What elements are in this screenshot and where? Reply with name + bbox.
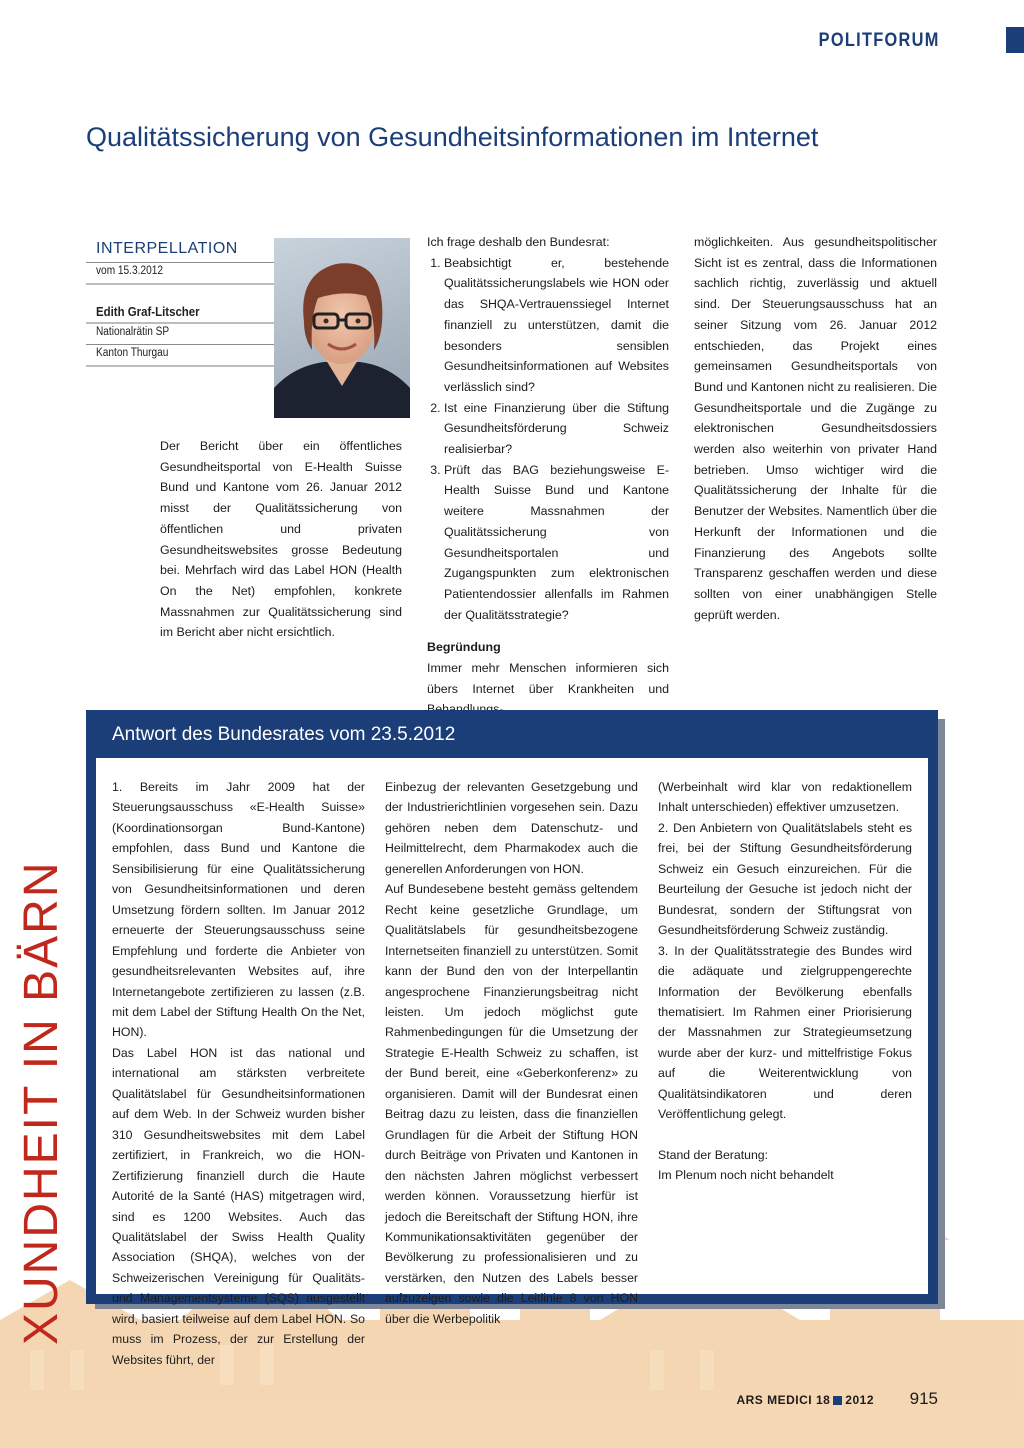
answer-paragraph: Einbezug der relevanten Gesetzgebung und der Industrierichtlinien vorgesehen sein. Dazu gehören neben dem Datenschutz- und Heilmittelrecht, dem Pharmakodex auch die generellen Anforderungen von HON. — [385, 780, 638, 876]
question-item: 2. Ist eine Finanzierung über die Stiftung Gesundheitsförderung Schweiz realisierbar? — [444, 398, 669, 460]
divider — [86, 344, 276, 345]
vertical-title: XUNDHEIT IN BÄRN — [15, 860, 68, 1345]
status-label: Stand der Beratung: — [658, 1147, 769, 1162]
answer-column-3 — [658, 777, 912, 1186]
reason-text: Immer mehr Menschen informieren sich übers Internet über Krankheiten und — [427, 661, 669, 696]
question-list — [427, 253, 669, 626]
author-portrait — [274, 238, 410, 418]
answer-paragraph: Das Label HON ist das national und international am stärksten verbreitete Qualitätslabel für Gesundheitsinformationen auf dem Web. In der Schweiz wurden bisher 310 Gesundheitswebsites mit dem Label zertifiziert, in Frankreich, wo die HON-Zertifizierung finanziell durch die Haute Autorité de la Santé (HAS) mitgetragen wird, sind es 1200 Websites. Auch das Qualitätslabel der Swiss Health Quality Association (SHQA), welches von der Schweizerischen Vereinigung für Qualitäts- und Managementsysteme (SQS) ausgestellt wird, basiert teilweise auf dem Label HON. So muss im Prozess, der zur Erstellung der Websites führt, der — [112, 1045, 365, 1367]
answer-paragraph: Auf Bundesebene besteht gemäss geltendem Recht keine gesetzliche Grundlage, um Qualitätslabels für gesundheitsbezogene Internetseiten finanziell zu unterstützen. Somit kann der Bund den von der Interpellantin angesprochene Finanzierungsbeitrag nicht leisten. Um jedoch möglichst gute Rahmenbedingungen für die Umsetzung der Strategie E-Health Schweiz zu schaffen, ist der Bund bereit, eine «Geberkonferenz» zu organisieren. Damit will der Bundesrat einen Beitrag dazu zu leisten, dass die finanziellen Grundlagen für die Arbeit der Stiftung HON durch Beiträge von Privaten und Kantonen in den nächsten Jahren möglichst verbessert werden können. Voraussetzung hierfür ist jedoch die Bereitschaft der Stiftung HON, ihre Kommunikationsaktivitäten gegenüber der Bevölkerung zu professionalisieren und zu verstärken, den Nutzen des Labels besser aufzuzeigen sowie die Leitlinie 8 von HON über die Werbepolitik — [385, 882, 638, 1326]
square-icon — [833, 1396, 842, 1405]
answer-paragraph: (Werbeinhalt wird klar von redaktionellem Inhalt unterschieden) effektiver umzusetzen. — [658, 780, 912, 815]
article-title: Qualitätssicherung von Gesundheitsinformationen im Internet — [86, 122, 819, 152]
intro-paragraph — [160, 436, 402, 643]
status-value: Im Plenum noch nicht behandelt — [658, 1168, 834, 1183]
divider — [86, 283, 276, 285]
author-canton: Kanton Thurgau — [96, 347, 169, 359]
reason-column — [694, 232, 937, 625]
reason-heading: Begründung — [427, 640, 501, 655]
answer-column-2 — [385, 777, 638, 1329]
author-role: Nationalrätin SP — [96, 326, 170, 338]
reason-continued: möglichkeiten. Aus gesundheitspolitischer Sicht ist es zentral, dass die Informationen sachlich richtig, zuverlässig und aktuell sind. Der Steuerungsausschuss hat an seiner Sitzung vom 26. Januar 2012 entschieden, das Projekt eines gemeinsamen Gesundheitsportals von Bund und Kantonen nicht zu realisieren. Die Gesundheitsportale und die Zugänge zu elektronischen Gesundheitsdossiers werden also weiterhin von privater Hand betrieben. Umso wichtiger wird die Qualitätssicherung der Inhalte für die Benutzer der Websites. Namentlich über die Herkunft der Informationen und die Finanzierung des Angebots sollte Transparenz geschaffen werden und diese sollten von einer unabhängigen Stelle geprüft werden. — [694, 235, 937, 622]
journal-year: 2012 — [845, 1393, 874, 1407]
interpellation-date: vom 15.3.2012 — [96, 265, 163, 277]
divider — [86, 365, 276, 367]
intro-text: Der Bericht über ein öffentliches Gesundheitsportal von E-Health Suisse Bund und Kantone vom 26. Januar 2012 misst der Qualitätssicherung von öffentlichen und privaten Gesundheitswebsites grosse Bedeutung bei. Mehrfach wird das Label HON (Health On the Net) empfohlen, konkrete Massnahmen zur Qualitätssicherung sind im Bericht aber nicht ersichtlich. — [160, 439, 402, 640]
divider — [86, 322, 276, 324]
answer-paragraph: 3. In der Qualitätsstrategie des Bundes wird die adäquate und zielgruppengerechte Information der Bevölkerung ebenfalls thematisiert. Im Rahmen einer Priorisierung der Massnahmen zur Strategieumsetzung wurde aber der kurz- und mittelfristige Fokus auf die Weiterentwicklung von Qualitätsindikatoren und deren Veröffentlichung gelegt. — [658, 943, 912, 1122]
answer-title: Antwort des Bundesrates vom 23.5.2012 — [112, 724, 456, 745]
journal-name: ARS MEDICI 18 — [736, 1393, 831, 1407]
answer-column-1 — [112, 777, 365, 1370]
interpellation-heading: INTERPELLATION — [96, 240, 238, 257]
question-item: 1. Beabsichtigt er, bestehende Qualitätssicherungslabels wie HON oder das SHQA-Vertrauenssiegel Internet finanziell zu unterstützen, damit die besonders sensiblen Gesundheitsinformationen auf Websites verlässlich sind? — [444, 253, 669, 398]
question-item: 3. Prüft das BAG beziehungsweise E-Health Suisse Bund und Kantone weitere Massnahmen der Qualitätssicherung von Gesundheitsportalen und Zugangspunkten zum elektronischen Patientendossier allenfalls im Rahmen der Qualitätsstrategie? — [444, 460, 669, 626]
page-number: 915 — [909, 1389, 938, 1408]
questions-lead: Ich frage deshalb den Bundesrat: — [427, 235, 610, 249]
section-label: POLITFORUM — [819, 30, 940, 51]
corner-marker — [1006, 27, 1024, 53]
answer-paragraph: 1. Bereits im Jahr 2009 hat der Steuerungsausschuss «E-Health Suisse» (Koordinationsorgan Bund-Kantone) empfohlen, dass Bund und Kantone die Sensibilisierung für eine Qualitätssicherung von Gesundheitsinformationen und deren Umsetzung fördern sollten. Im Januar 2012 erneuerte der Steuerungsausschuss seine Empfehlung und forderte die Anbieter von gesundheitsrelevanten Websites auf, ihre Internetangebote zertifizieren zu lassen (z.B. mit dem Label der Stiftung Health On the Net, HON). — [112, 780, 365, 1040]
author-name: Edith Graf-Litscher — [96, 304, 200, 319]
questions-column — [427, 232, 669, 720]
answer-paragraph: 2. Den Anbietern von Qualitätslabels steht es frei, bei der Stiftung Gesundheitsförderung Schweiz ein Gesuch einzureichen. Für die Beurteilung der Gesuche ist jedoch nicht der Bundesrat, sondern der Stiftungsrat von Gesundheitsförderung Schweiz zuständig. — [658, 820, 912, 938]
journal-footer — [736, 1393, 874, 1407]
divider — [86, 262, 276, 263]
